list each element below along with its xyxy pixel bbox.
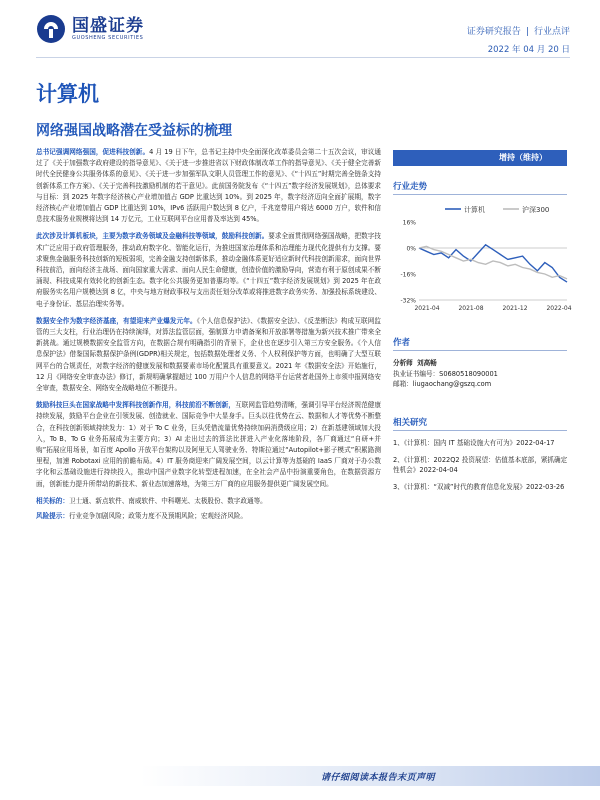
related-research-list xyxy=(393,438,569,492)
body-paragraph xyxy=(36,231,381,309)
y-tick-label: 0% xyxy=(406,245,416,253)
paragraph-lead: 此次涉及计算机板块，主要为数字政务领域及金融科技等领域，鼓励科技创新。 xyxy=(36,232,269,241)
y-tick-label: -32% xyxy=(400,297,416,305)
legend-label: 计算机 xyxy=(464,206,485,214)
related-research-item[interactable]: 2、《计算机：2022Q2 投资展望：估值基本底部，紧抓确定性机会》2022-04-04 xyxy=(393,455,568,474)
paragraph-lead: 鼓励科技巨头在国家战略中发挥科技创新作用，科技前沿不断创新， xyxy=(36,401,236,410)
related-stocks xyxy=(36,496,381,507)
logo-name-cn: 国盛证券 xyxy=(72,16,144,36)
x-tick-label: 2022-04 xyxy=(546,305,572,312)
related-research-item[interactable]: 1、《计算机：国内 IT 基础设施大有可为》2022-04-17 xyxy=(393,439,555,447)
paragraph-text: 行业竞争加剧风险；政策力度不及预期风险；宏观经济风险。 xyxy=(68,512,247,521)
paragraph-text: 要求全面贯彻网络强国战略，把数字技术广泛应用于政府管理服务，推动政府数字化、智能化运行，为推进国家治理体系和治理能力现代化提供有力支撑。要求聚焦金融服务科技创新的短板弱项，完善金融支持创新体系，推动金融体系更好适应新时代科技创新需求，面向世界科技前沿，面向经济主战场、面向国家重大需求、面向人民生命健康，创造价值的激励导向，营造有利于原创成果不断涌现、科技成果有效转化的创新生态。数字化公共服务更加普惠均等。《“十四五”数字经济发展规划》到 2025 年在政府服务实名用户规模达到 8 亿，中央与地方财政事权与支出责任划分改革或将推进数字政务实务、加强投标系统建设、电子身份证、基层治理实务等。 xyxy=(36,232,382,308)
risk-warning xyxy=(36,511,381,522)
report-category: 行业点评 xyxy=(533,27,570,37)
paragraph-text: 4 月 19 日下午，总书记主持中央全面深化改革委员会第二十五次会议，审议通过了《关于加强数字政府建设的指导意见》、《关于进一步推进省以下财政体制改革工作的指导意见》、《关于健全完善新时代全民健身公共服务体系的意见》、《关于进一步加强军队文职人员管理工作的意见》、《“十四五”时期完善全链条支持创新体系工作方案》、《关于完善科技激励机制的若干意见》。此前国务院发布《“十四五”数字经济发展规划》，总体要求与目标：到 2025 年数字经济核心产业增加值占 GDP 比重达到 10%。到 2025 年，数字经济迈向全面扩展期，数字经济核心产业增加值占 GDP 比重达到 10%，IPv6 活跃用户数达到 8 亿户，千兆宽带用户将达 6000 万户，软件和信息技术服务业规模将达到 14 万亿元，工业互联网平台应用普及率达到 45%。 xyxy=(36,148,382,224)
meta-separator: | xyxy=(525,27,529,37)
trend-title: 行业走势 xyxy=(393,182,428,192)
analyst-label: 分析师 xyxy=(393,359,413,367)
logo-name-en: GUOSHENG SECURITIES xyxy=(72,35,144,41)
y-tick-label: -16% xyxy=(400,271,416,279)
author-info xyxy=(393,358,569,390)
series-line-计算机 xyxy=(419,245,567,282)
x-tick-label: 2021-08 xyxy=(458,305,484,312)
header-divider xyxy=(36,57,570,58)
license-line xyxy=(393,369,569,380)
paragraph-lead: 总书记强调网络强国，促进科技创新。 xyxy=(36,148,150,156)
paragraph-lead: 相关标的： xyxy=(36,496,69,505)
x-tick-label: 2021-12 xyxy=(502,305,528,312)
body-paragraph xyxy=(36,147,381,225)
report-meta xyxy=(467,24,570,37)
paragraph-text: 互联网监管趋势清晰，强调引导平台经济规范健康持续发展，鼓励平台企业在引领发展、创造就业、国际竞争中大显身手。巨头以往优势在云、数据和人才等优势不断整合，在科技创新领域持续发力：1）对于 To C 业务，巨头凭借流量优势持续加码消费级应用；2）在新基建领域加大投入，To B、To G 业务拓展成为主要方向；3）AI 走出过去的算法比拼进入产业化落地阶段，各厂商通过“自研+并购”拓展应用场景，如百度 Apollo 开放平台架构以及阿里无人驾驶业务、特斯拉通过“Autopilot+影子模式”积累路测里程，加速 Robotaxi 应用的前瞻布局。4）IT 服务商迎来广阔发展空间，以云计算等为基础的 IaaS 厂商对于办公数字化和云基础设施进行持续投入，推动中国产业数字化转型进程加速，在全社会产品中扮演重要角色，在数据资源方面，创新能力提升所带动的新技术、新业态加速落地，为第三方厂商的应用服务提供更广阔发展空间。 xyxy=(36,401,381,488)
paragraph-lead: 风险提示： xyxy=(36,512,69,521)
trend-divider xyxy=(393,194,567,195)
footer-disclaimer: 请仔细阅读本报告末页声明 xyxy=(320,772,435,783)
report-body xyxy=(36,147,381,526)
rating-badge: 增持（维持） xyxy=(393,150,567,166)
author-title: 作者 xyxy=(393,338,411,348)
report-type: 证券研究报告 xyxy=(466,27,521,37)
footer-bar xyxy=(0,766,600,786)
industry-trend-chart xyxy=(393,200,573,324)
paragraph-lead: 数据安全作为数字经济基座，有望迎来产业爆发元年。 xyxy=(36,316,197,325)
legend-label: 沪深300 xyxy=(522,206,550,214)
email-line xyxy=(393,379,569,390)
author-divider xyxy=(393,350,567,351)
related-divider xyxy=(393,430,567,431)
company-logo xyxy=(36,14,144,44)
analyst-email[interactable]: liugaochang@gszq.com xyxy=(412,380,492,388)
license-number: S0680518090001 xyxy=(439,369,498,378)
paragraph-text: 卫士通、新点软件、南威软件、中科曙光、太极股份、数字政通等。 xyxy=(68,496,267,505)
body-paragraph xyxy=(36,316,381,394)
email-label: 邮箱： xyxy=(393,380,413,388)
body-paragraph xyxy=(36,400,381,490)
industry-title: 计算机 xyxy=(36,82,99,106)
license-label: 执业证书编号： xyxy=(393,369,440,378)
analyst-line xyxy=(393,358,569,369)
y-tick-label: 16% xyxy=(402,219,416,227)
related-research-item[interactable]: 3、《计算机：“双减”时代的教育信息化发展》2022-03-26 xyxy=(393,482,565,491)
report-date: 2022 年 04 月 20 日 xyxy=(487,45,570,55)
company-logo-icon xyxy=(36,14,66,44)
report-headline: 网络强国战略潜在受益标的梳理 xyxy=(36,123,232,139)
related-research-title: 相关研究 xyxy=(393,418,428,428)
paragraph-text: 《个人信息保护法》、《数据安全法》、《反垄断法》构成互联网监管的三大支柱，行业治理仍在持续演绎，对算法监管层面，强制算力申请备案和开放部署等措施为新兴技术推广带来全新挑战。通过规模数据安全监管方向，在数据合规有明确指引的背景下，企业也在逐步引入第三方安全服务。《个人信息保护法》借鉴国际数据保护条例(GDPR)相关规定，包括数据处理者义务、个人权利保护等方面，也明确了大型互联网平台的合规责任，对数字经济的健康发展和数据要素市场化配置具有重要意义。2021 年《数据安全法》开始施行，12 月《网络安全审查办法》修订，新规明确掌握超过 100 万用户个人信息的网络平台运营者赴国外上市须申报网络安全审查，数据安全、网络安全战略地位不断提升。 xyxy=(36,316,382,393)
x-tick-label: 2021-04 xyxy=(414,305,440,312)
analyst-name: 刘高畅 xyxy=(416,359,437,367)
